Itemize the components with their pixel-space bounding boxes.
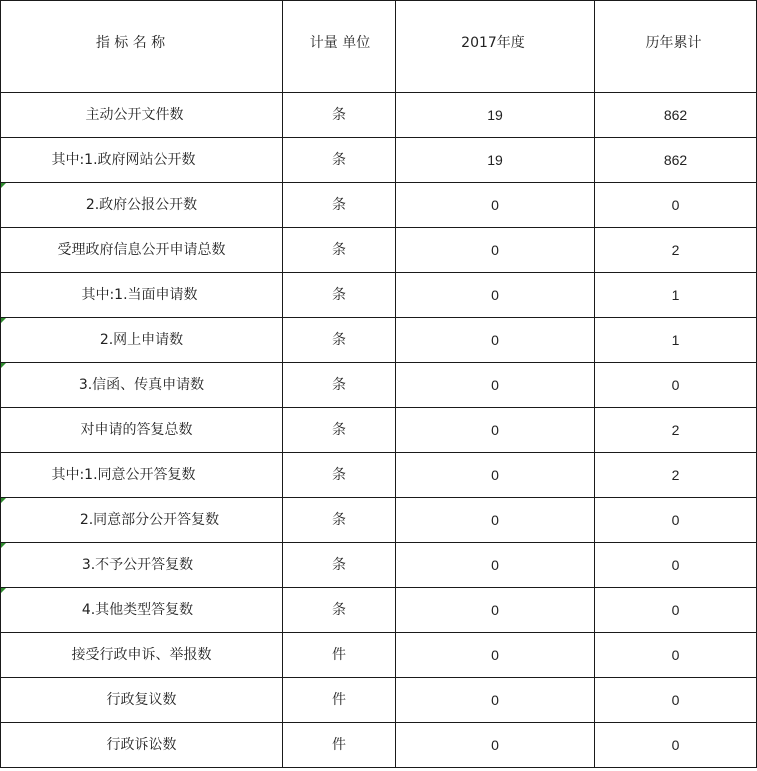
table-row: [1, 498, 757, 543]
indicator-name-cell-text: 接受行政申诉、举报数: [71, 647, 212, 663]
year-2017-cell: [396, 498, 595, 543]
indicator-name-cell-text: 其中:1.同意公开答复数: [51, 467, 196, 483]
unit-cell-text: 条: [332, 422, 346, 438]
unit-cell-text: 条: [332, 602, 346, 618]
unit-cell: [283, 498, 396, 543]
year-2017-cell: [396, 183, 595, 228]
year-2017-cell: [396, 93, 595, 138]
unit-cell-text: 条: [332, 377, 346, 393]
header-indicator-name: 指 标 名 称: [1, 1, 283, 93]
year-2017-cell: [396, 633, 595, 678]
unit-cell-text: 条: [332, 107, 346, 123]
unit-cell: [283, 723, 396, 768]
indicator-name-cell: [1, 273, 283, 318]
unit-cell-text: 件: [332, 692, 346, 708]
year-2017-cell: [396, 138, 595, 183]
cumulative-cell: [595, 318, 757, 363]
year-2017-cell-text: 0: [491, 287, 499, 303]
table-row: [1, 543, 757, 588]
year-2017-cell-text: 0: [491, 647, 499, 663]
header-cumulative: 历年累计: [595, 1, 757, 93]
year-2017-cell: [396, 588, 595, 633]
indicator-name-cell: [1, 93, 283, 138]
year-2017-cell: [396, 678, 595, 723]
cell-corner-marker: [1, 183, 6, 188]
cumulative-cell: [595, 543, 757, 588]
indicator-name-cell: [1, 453, 283, 498]
year-2017-cell-text: 0: [491, 602, 499, 618]
year-2017-cell-text: 0: [491, 692, 499, 708]
table-row: [1, 453, 757, 498]
year-2017-cell: [396, 228, 595, 273]
table-row: [1, 228, 757, 273]
cumulative-cell: [595, 678, 757, 723]
table-row: [1, 138, 757, 183]
indicator-name-cell: [1, 228, 283, 273]
table-row: [1, 633, 757, 678]
indicator-name-cell-text: 2.网上申请数: [99, 332, 184, 348]
cumulative-cell: [595, 453, 757, 498]
unit-cell-text: 件: [332, 737, 346, 753]
year-2017-cell-text: 0: [491, 557, 499, 573]
unit-cell: [283, 543, 396, 588]
cumulative-cell-text: 1: [671, 287, 680, 303]
indicator-name-cell-text: 受理政府信息公开申请总数: [57, 242, 226, 258]
year-2017-cell: [396, 273, 595, 318]
unit-cell: [283, 678, 396, 723]
unit-cell-text: 条: [332, 467, 346, 483]
indicator-name-cell: [1, 183, 283, 228]
cumulative-cell-text: 0: [671, 692, 680, 708]
unit-cell: [283, 273, 396, 318]
indicator-name-cell-text: 行政复议数: [106, 692, 177, 708]
year-2017-cell: [396, 543, 595, 588]
year-2017-cell-text: 0: [491, 422, 499, 438]
cumulative-cell: [595, 588, 757, 633]
cell-corner-marker: [1, 588, 6, 593]
table-row: [1, 588, 757, 633]
year-2017-cell-text: 0: [491, 467, 499, 483]
unit-cell: [283, 318, 396, 363]
year-2017-cell-text: 19: [487, 107, 503, 123]
cumulative-cell-text: 0: [671, 512, 680, 528]
indicator-name-cell-text: 其中:1.政府网站公开数: [51, 152, 196, 168]
indicator-name-cell: [1, 678, 283, 723]
cumulative-cell: [595, 138, 757, 183]
unit-cell-text: 条: [332, 287, 346, 303]
unit-cell: [283, 588, 396, 633]
year-2017-cell: [396, 363, 595, 408]
cumulative-cell: [595, 363, 757, 408]
unit-cell: [283, 93, 396, 138]
cumulative-cell-text: 862: [663, 107, 688, 123]
unit-cell: [283, 408, 396, 453]
unit-cell: [283, 453, 396, 498]
indicator-name-cell-text: 2.政府公报公开数: [85, 197, 198, 213]
unit-cell: [283, 228, 396, 273]
unit-cell-text: 条: [332, 197, 346, 213]
table-row: [1, 723, 757, 768]
indicator-name-cell-text: 4.其他类型答复数: [81, 602, 194, 618]
cumulative-cell-text: 0: [671, 377, 680, 393]
unit-cell-text: 条: [332, 152, 346, 168]
table-row: [1, 318, 757, 363]
year-2017-cell: [396, 453, 595, 498]
table-row: [1, 363, 757, 408]
year-2017-cell-text: 0: [491, 332, 499, 348]
unit-cell-text: 条: [332, 512, 346, 528]
indicator-name-cell-text: 3.信函、传真申请数: [78, 377, 205, 393]
indicator-name-cell-text: 主动公开文件数: [85, 107, 184, 123]
year-2017-cell: [396, 318, 595, 363]
unit-cell: [283, 633, 396, 678]
indicator-name-cell-text: 其中:1.当面申请数: [81, 287, 198, 303]
cell-corner-marker: [1, 318, 6, 323]
indicator-name-cell: [1, 588, 283, 633]
table-row: [1, 183, 757, 228]
indicator-name-cell: [1, 363, 283, 408]
cumulative-cell: [595, 633, 757, 678]
indicator-name-cell: [1, 633, 283, 678]
cumulative-cell-text: 0: [671, 737, 680, 753]
table-row: [1, 678, 757, 723]
year-2017-cell-text: 0: [491, 377, 499, 393]
indicator-name-cell: [1, 318, 283, 363]
indicator-name-cell-text: 对申请的答复总数: [80, 422, 193, 438]
cumulative-cell: [595, 498, 757, 543]
cumulative-cell-text: 2: [671, 467, 680, 483]
cumulative-cell: [595, 723, 757, 768]
cumulative-cell-text: 2: [671, 242, 680, 258]
unit-cell-text: 件: [332, 647, 346, 663]
cumulative-cell: [595, 273, 757, 318]
table-row: [1, 93, 757, 138]
cumulative-cell: [595, 93, 757, 138]
year-2017-cell-text: 0: [491, 197, 499, 213]
cumulative-cell-text: 1: [671, 332, 680, 348]
unit-cell: [283, 183, 396, 228]
indicator-name-cell: [1, 408, 283, 453]
unit-cell-text: 条: [332, 242, 346, 258]
unit-cell-text: 条: [332, 332, 346, 348]
cell-corner-marker: [1, 363, 6, 368]
cumulative-cell: [595, 183, 757, 228]
indicator-name-cell: [1, 138, 283, 183]
cumulative-cell-text: 0: [671, 557, 680, 573]
indicator-name-cell: [1, 543, 283, 588]
cumulative-cell-text: 0: [671, 602, 680, 618]
table-header-row: [1, 1, 757, 93]
cumulative-cell-text: 2: [671, 422, 680, 438]
year-2017-cell-text: 0: [491, 512, 499, 528]
cumulative-cell-text: 0: [671, 647, 680, 663]
header-year-2017: 2017年度: [396, 1, 595, 93]
indicator-name-cell-text: 行政诉讼数: [106, 737, 177, 753]
year-2017-cell: [396, 408, 595, 453]
table-row: [1, 408, 757, 453]
cumulative-cell: [595, 408, 757, 453]
indicator-name-cell: [1, 498, 283, 543]
header-unit: 计量 单位: [283, 1, 396, 93]
indicator-name-cell-text: 3.不予公开答复数: [81, 557, 194, 573]
cumulative-cell-text: 0: [671, 197, 680, 213]
unit-cell: [283, 138, 396, 183]
cell-corner-marker: [1, 498, 6, 503]
year-2017-cell: [396, 723, 595, 768]
indicator-name-cell-text: 2.同意部分公开答复数: [79, 512, 220, 528]
cumulative-cell-text: 862: [663, 152, 688, 168]
unit-cell-text: 条: [332, 557, 346, 573]
year-2017-cell-text: 19: [487, 152, 503, 168]
unit-cell: [283, 363, 396, 408]
cell-corner-marker: [1, 543, 6, 548]
indicator-name-cell: [1, 723, 283, 768]
cumulative-cell: [595, 228, 757, 273]
year-2017-cell-text: 0: [491, 737, 499, 753]
table-row: [1, 273, 757, 318]
year-2017-cell-text: 0: [491, 242, 499, 258]
